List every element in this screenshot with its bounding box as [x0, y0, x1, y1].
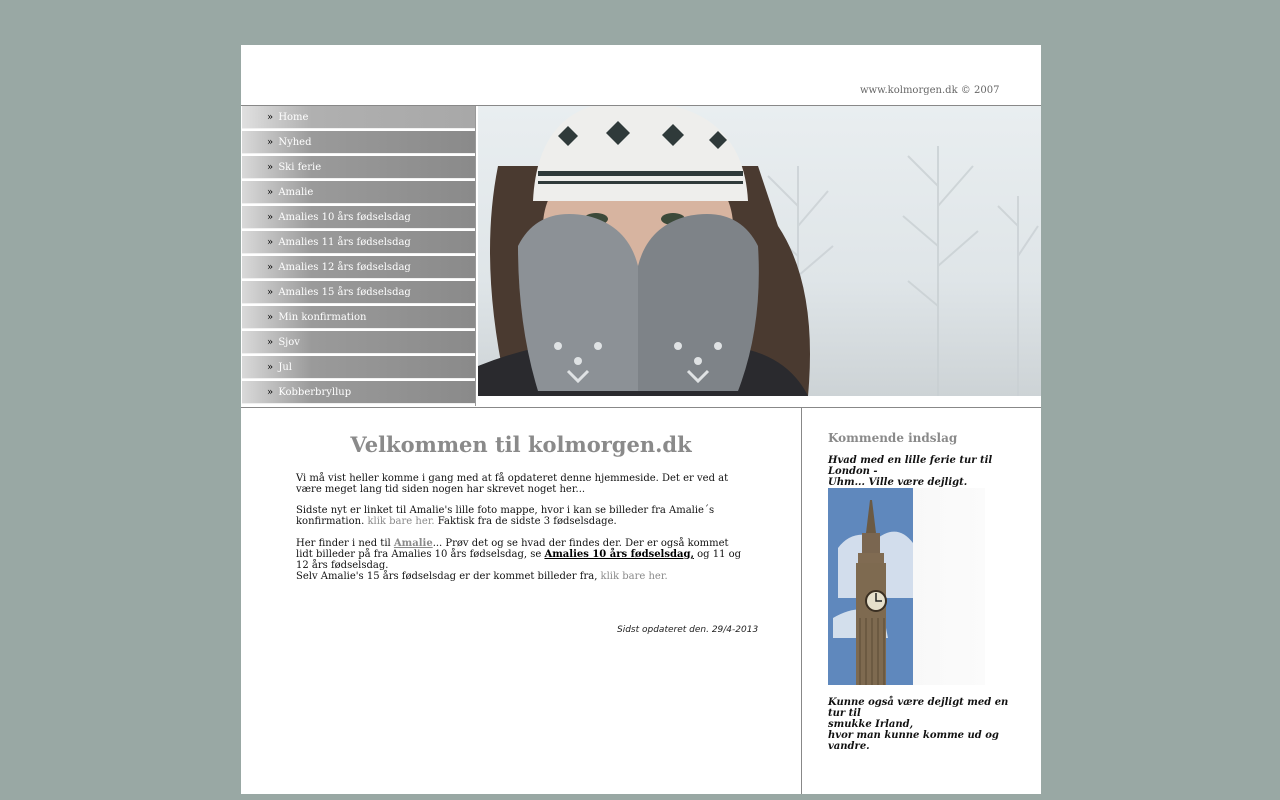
right-sidebar: [802, 408, 1041, 794]
nav-item-label[interactable]: Jul: [278, 362, 292, 373]
nav-arrow-icon: »: [267, 162, 274, 173]
amalie-text-d: Selv Amalie's 15 års fødselsdag er der kommet billeder fra,: [296, 571, 601, 582]
nav-arrow-icon: »: [267, 137, 274, 148]
nav-item-label[interactable]: Amalie: [278, 187, 314, 198]
nav-item-label[interactable]: Sjov: [278, 337, 300, 348]
nav-item-label[interactable]: Min konfirmation: [278, 312, 367, 323]
sidebar-title: Kommende indslag: [828, 431, 958, 445]
amalies-15-link[interactable]: klik bare her.: [600, 571, 668, 582]
amalies-10-link[interactable]: Amalies 10 års fødselsdag,: [544, 549, 694, 560]
ireland-line-1: Kunne også være dejligt med en tur til: [828, 697, 1009, 719]
copyright-text: www.kolmorgen.dk © 2007: [860, 85, 1000, 96]
nav-item-label[interactable]: Amalies 12 års fødselsdag: [278, 262, 411, 273]
amalie-text-b: ... Prøv det og se hvad der findes der. Der er også kommet lidt billeder på fra Amalies 10 års fødselsdag, se: [296, 538, 729, 560]
nav-item-label[interactable]: Nyhed: [278, 137, 312, 148]
ireland-text: [828, 697, 1018, 752]
nav-arrow-icon: »: [267, 112, 274, 123]
nav-arrow-icon: »: [267, 262, 274, 273]
main-content: [241, 408, 802, 794]
nav-arrow-icon: »: [267, 312, 274, 323]
london-line-1: Hvad med en lille ferie tur til London -: [828, 455, 993, 477]
ireland-line-2: smukke Irland,: [828, 719, 914, 730]
amalie-paragraph: [296, 538, 746, 582]
ireland-line-3: hvor man kunne komme ud og vandre.: [828, 730, 999, 752]
nav-arrow-icon: »: [267, 387, 274, 398]
nav-item-amalies-15[interactable]: [242, 281, 475, 304]
nav-item-min-konfirmation[interactable]: [242, 306, 475, 329]
nav-arrow-icon: »: [267, 362, 274, 373]
hero-illustration: [478, 106, 1041, 396]
nav-item-amalies-11[interactable]: [242, 231, 475, 254]
nav-item-label[interactable]: Amalies 11 års fødselsdag: [278, 237, 411, 248]
nav-item-label[interactable]: Amalies 15 års fødselsdag: [278, 287, 411, 298]
nav-item-label[interactable]: Kobberbryllup: [278, 387, 352, 398]
nav-arrow-icon: »: [267, 212, 274, 223]
amalie-text-a: Her finder i ned til: [296, 538, 394, 549]
intro-paragraph: Vi må vist heller komme i gang med at få opdateret denne hjemmeside. Det er ved at være meget lang tid siden nogen har skrevet noget her...: [296, 473, 729, 495]
nav-item-home[interactable]: [242, 106, 475, 129]
big-ben-illustration: [828, 488, 985, 685]
nav-item-label[interactable]: Home: [278, 112, 309, 123]
nav-item-label[interactable]: Ski ferie: [278, 162, 322, 173]
nav-item-amalie[interactable]: [242, 181, 475, 204]
big-ben-photo: [828, 488, 985, 685]
header-banner: [241, 45, 1041, 106]
nav-item-kobberbryllup[interactable]: [242, 381, 475, 404]
page-title: Velkommen til kolmorgen.dk: [350, 432, 692, 457]
amalie-link[interactable]: Amalie: [393, 538, 433, 549]
nav-item-label[interactable]: Amalies 10 års fødselsdag: [278, 212, 411, 223]
news-paragraph: [296, 505, 746, 527]
london-text: [828, 455, 1018, 488]
nav-item-amalies-12[interactable]: [242, 256, 475, 279]
nav-arrow-icon: »: [267, 287, 274, 298]
sidebar-nav: [241, 106, 476, 406]
london-line-2: Uhm... Ville være dejligt.: [828, 477, 968, 488]
nav-arrow-icon: »: [267, 337, 274, 348]
news-tail: Faktisk fra de sidste 3 fødselsdage.: [434, 516, 617, 527]
hero-winter-photo: [478, 106, 1041, 396]
nav-arrow-icon: »: [267, 187, 274, 198]
confirmation-photos-link[interactable]: klik bare her.: [367, 516, 435, 527]
page-container: [241, 45, 1041, 794]
last-updated-text: Sidst opdateret den. 29/4-2013: [617, 625, 759, 635]
nav-item-amalies-10[interactable]: [242, 206, 475, 229]
news-text: Sidste nyt er linket til Amalie's lille foto mappe, hvor i kan se billeder fra Amalie´s konfirmation.: [296, 505, 715, 527]
nav-arrow-icon: »: [267, 237, 274, 248]
nav-item-nyhed[interactable]: [242, 131, 475, 154]
amalie-text-c: og 11 og 12 års fødselsdag.: [296, 549, 742, 571]
nav-item-jul[interactable]: [242, 356, 475, 379]
nav-item-sjov[interactable]: [242, 331, 475, 354]
nav-item-ski-ferie[interactable]: [242, 156, 475, 179]
